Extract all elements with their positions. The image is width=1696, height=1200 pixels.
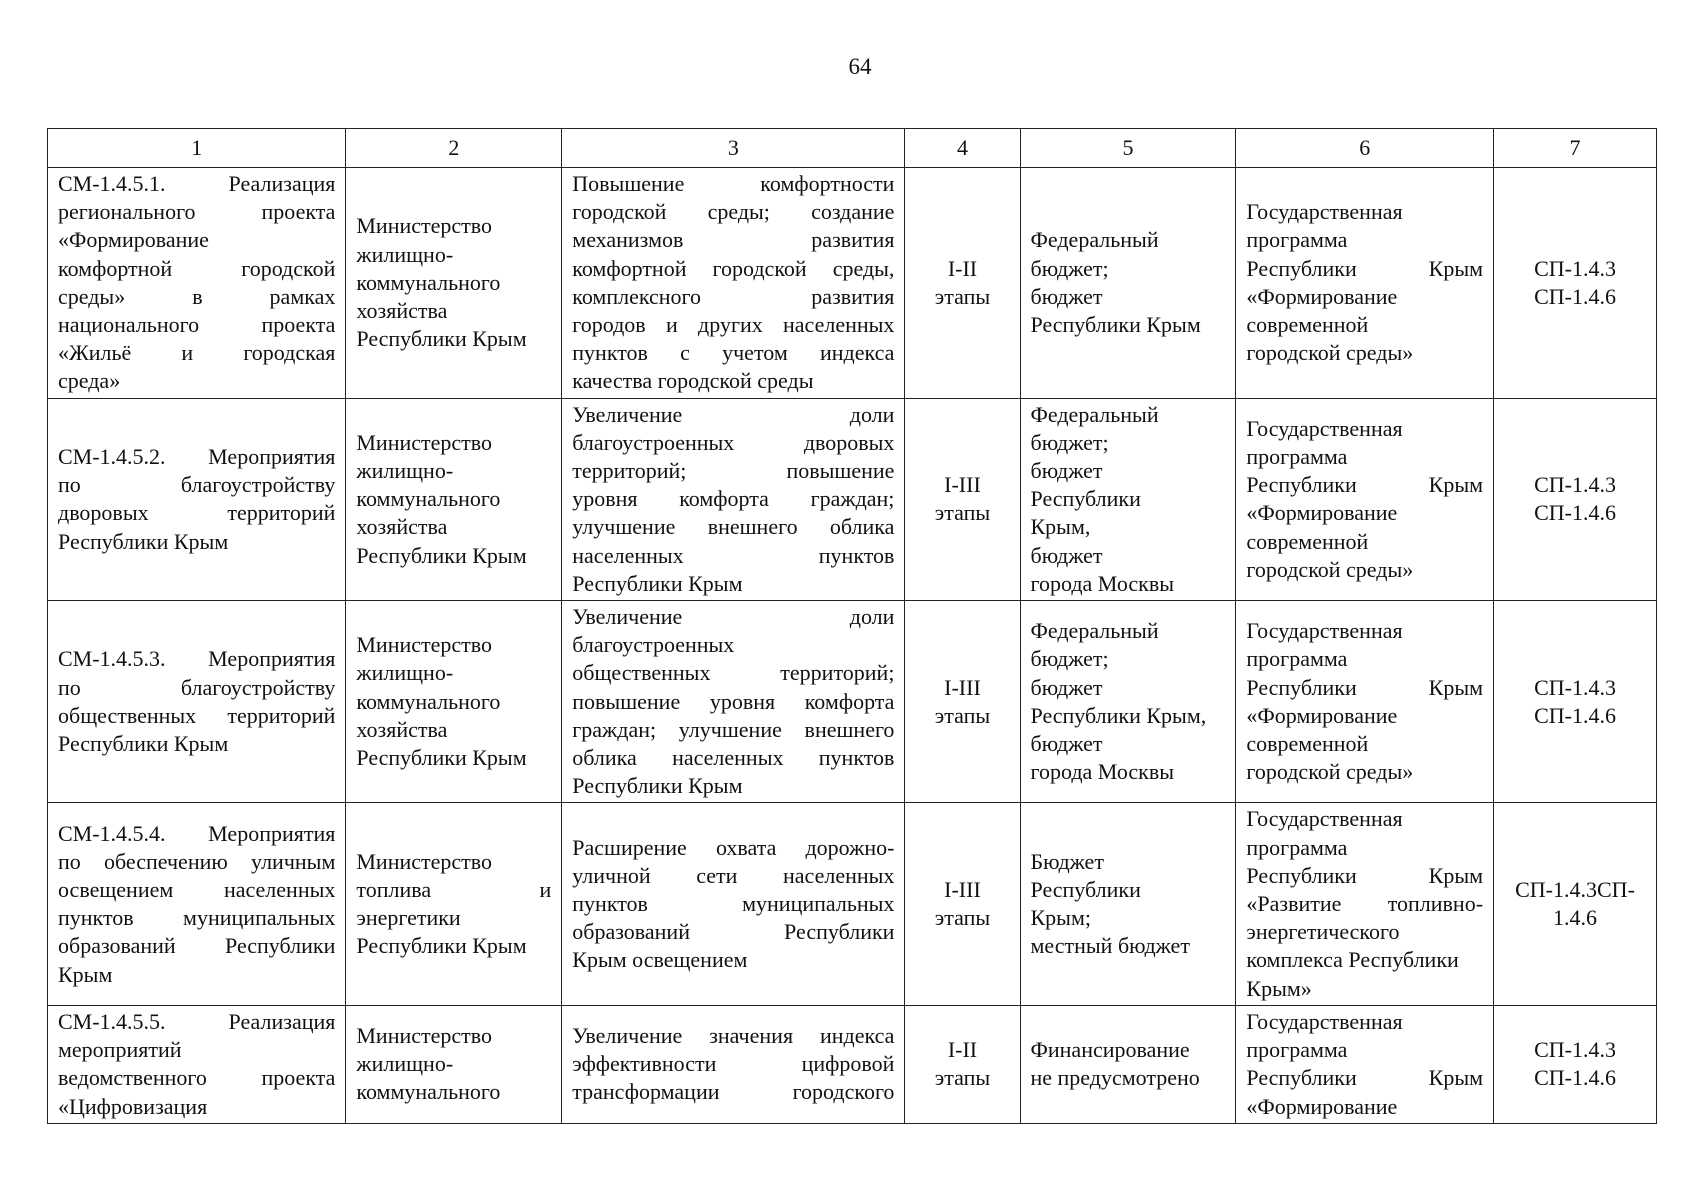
cell-line: Республики Крым [1246, 255, 1484, 281]
cell-line: качества городской среды [572, 368, 814, 394]
cell-line: Увеличение значения индекса [572, 1022, 895, 1048]
cell-line: коммунального [356, 486, 501, 512]
cell-line: программа [1246, 646, 1348, 672]
cell-line: Республики Крым [1246, 862, 1484, 888]
cell-line: «Формирование [1246, 283, 1398, 309]
cell-line: среда» [58, 368, 121, 394]
cell-line: коммунального [356, 688, 501, 714]
cell-line: жилищно- [356, 1051, 454, 1077]
cell-line: СМ-1.4.5.3. Мероприятия [58, 646, 336, 672]
funding-cell [1020, 398, 1236, 600]
column-header-2: 2 [346, 129, 562, 168]
cell-line: бюджет; [1030, 646, 1109, 672]
cell-line: этапы [934, 905, 991, 931]
cell-line: Государственная [1246, 1008, 1403, 1034]
cell-line: СП-1.4.3 [1534, 674, 1616, 700]
cell-line: Государственная [1246, 806, 1403, 832]
stage-cell [905, 601, 1020, 803]
cell-line: бюджет; [1030, 255, 1109, 281]
cell-line: Бюджет [1030, 848, 1104, 874]
measure-name-cell [48, 601, 346, 803]
cell-line: Республики Крым [572, 570, 743, 596]
program-cell [1236, 398, 1494, 600]
column-header-7: 7 [1494, 129, 1657, 168]
measure-name-cell [48, 803, 346, 1005]
cell-line: Министерство [356, 632, 493, 658]
cell-line: хозяйства [356, 514, 448, 540]
cell-line: Увеличение доли [572, 401, 895, 427]
cell-line: Крым [58, 961, 113, 987]
cell-line: регионального проекта [58, 199, 336, 225]
result-cell [562, 398, 905, 600]
cell-line: СП-1.4.3 [1534, 255, 1616, 281]
funding-cell [1020, 601, 1236, 803]
cell-line: повышение уровня комфорта [572, 688, 895, 714]
cell-line: Министерство [356, 213, 493, 239]
cell-line: уличной сети населенных [572, 862, 895, 888]
stage-cell [905, 398, 1020, 600]
cell-line: Республики Крым [1246, 1065, 1484, 1091]
cell-line: по обеспечению уличным [58, 848, 336, 874]
cell-line: Министерство [356, 1022, 493, 1048]
cell-line: «Формирование [1246, 1093, 1398, 1119]
cell-line: СП-1.4.3 [1534, 472, 1616, 498]
cell-line: городской среды; создание [572, 199, 895, 225]
cell-line: не предусмотрено [1030, 1065, 1200, 1091]
cell-line: Республики Крым [356, 326, 527, 352]
column-header-6: 6 [1236, 129, 1494, 168]
funding-cell [1020, 803, 1236, 1005]
cell-line: Республики Крым [58, 730, 229, 756]
cell-line: городской среды» [1246, 759, 1414, 785]
table-row [48, 601, 1657, 803]
cell-line: образований Республики [572, 919, 895, 945]
cell-line: Республики Крым [356, 933, 527, 959]
cell-line: комплексного развития [572, 283, 895, 309]
cell-line: комплекса Республики [1246, 947, 1459, 973]
cell-line: Увеличение доли [572, 604, 895, 630]
result-cell [562, 168, 905, 399]
measure-name-cell [48, 398, 346, 600]
funding-cell [1020, 168, 1236, 399]
cell-line: бюджет [1030, 542, 1103, 568]
cell-line: территорий; повышение [572, 458, 895, 484]
table-row [48, 398, 1657, 600]
code-cell [1494, 803, 1657, 1005]
cell-line: города Москвы [1030, 759, 1174, 785]
cell-line: СМ-1.4.5.2. Мероприятия [58, 443, 336, 469]
cell-line: Республики Крым, [1030, 702, 1207, 728]
cell-line: мероприятий [58, 1037, 182, 1063]
cell-line: пунктов муниципальных [572, 891, 895, 917]
cell-line: I-II [947, 1037, 978, 1063]
cell-line: СМ-1.4.5.1. Реализация [58, 171, 336, 196]
cell-line: Республики Крым [58, 528, 229, 554]
cell-line: этапы [934, 1065, 991, 1091]
cell-line: 1.4.6 [1553, 905, 1598, 931]
cell-line: коммунального [356, 269, 501, 295]
cell-line: СП-1.4.6 [1534, 500, 1616, 526]
cell-line: I-II [947, 255, 978, 281]
cell-line: Республики Крым [356, 745, 527, 771]
cell-line: СП-1.4.6 [1534, 702, 1616, 728]
executor-cell [346, 168, 562, 399]
cell-line: коммунального [356, 1079, 501, 1105]
cell-line: СП-1.4.3СП- [1515, 876, 1635, 902]
program-cell [1236, 803, 1494, 1005]
cell-line: общественных территорий; [572, 660, 895, 686]
cell-line: I-III [944, 472, 981, 498]
cell-line: Республики Крым [1246, 472, 1484, 498]
cell-line: современной [1246, 528, 1369, 554]
executor-cell [346, 1005, 562, 1123]
cell-line: по благоустройству [58, 472, 336, 498]
program-cell [1236, 1005, 1494, 1123]
cell-line: среды» в рамках [58, 283, 336, 309]
cell-line: благоустроенных дворовых [572, 429, 895, 455]
cell-line: бюджет [1030, 283, 1103, 309]
cell-line: комфортной городской [58, 255, 336, 281]
code-cell [1494, 398, 1657, 600]
cell-line: эффективности цифровой [572, 1051, 895, 1077]
cell-line: общественных территорий [58, 702, 336, 728]
cell-line: Республики Крым [572, 773, 743, 799]
code-cell [1494, 168, 1657, 399]
cell-line: бюджет [1030, 458, 1103, 484]
cell-line: Расширение охвата дорожно- [572, 834, 895, 860]
column-header-1: 1 [48, 129, 346, 168]
cell-line: СМ-1.4.5.4. Мероприятия [58, 820, 336, 846]
cell-line: СП-1.4.3 [1534, 1037, 1616, 1063]
cell-line: национального проекта [58, 312, 336, 338]
cell-line: Крым» [1246, 975, 1312, 1001]
cell-line: городской среды» [1246, 340, 1414, 366]
cell-line: этапы [934, 702, 991, 728]
cell-line: благоустроенных [572, 632, 735, 658]
cell-line: Республики Крым [1246, 674, 1484, 700]
funding-cell [1020, 1005, 1236, 1123]
table-row [48, 1005, 1657, 1123]
cell-line: Государственная [1246, 199, 1403, 225]
cell-line: пунктов муниципальных [58, 905, 336, 931]
cell-line: хозяйства [356, 716, 448, 742]
cell-line: I-III [944, 674, 981, 700]
cell-line: дворовых территорий [58, 500, 336, 526]
cell-line: жилищно- [356, 241, 454, 267]
cell-line: городов и других населенных [572, 312, 895, 338]
cell-line: местный бюджет [1030, 933, 1190, 959]
cell-line: современной [1246, 312, 1369, 338]
cell-line: жилищно- [356, 458, 454, 484]
cell-line: образований Республики [58, 933, 336, 959]
measure-name-cell [48, 1005, 346, 1123]
code-cell [1494, 601, 1657, 803]
cell-line: Республики Крым [356, 542, 527, 568]
cell-line: Повышение комфортности [572, 171, 895, 196]
stage-cell [905, 803, 1020, 1005]
cell-line: Государственная [1246, 415, 1403, 441]
page-number: 64 [848, 54, 872, 79]
cell-line: «Цифровизация [58, 1093, 208, 1119]
cell-line: хозяйства [356, 297, 448, 323]
result-cell [562, 601, 905, 803]
table-row [48, 168, 1657, 399]
cell-line: механизмов развития [572, 227, 895, 253]
table-header-row [48, 129, 1657, 168]
cell-line: бюджет [1030, 730, 1103, 756]
measures-table [47, 128, 1657, 1124]
cell-line: программа [1246, 227, 1348, 253]
cell-line: Крым, [1030, 514, 1091, 540]
result-cell [562, 803, 905, 1005]
cell-line: по благоустройству [58, 674, 336, 700]
cell-line: улучшение внешнего облика [572, 514, 895, 540]
cell-line: «Жильё и городская [58, 340, 336, 366]
code-cell [1494, 1005, 1657, 1123]
cell-line: Министерство [356, 848, 493, 874]
cell-line: программа [1246, 834, 1348, 860]
stage-cell [905, 168, 1020, 399]
cell-line: комфортной городской среды, [572, 255, 895, 281]
executor-cell [346, 803, 562, 1005]
cell-line: I-III [944, 876, 981, 902]
cell-line: программа [1246, 443, 1348, 469]
cell-line: программа [1246, 1037, 1348, 1063]
cell-line: Республики [1030, 876, 1141, 902]
cell-line: бюджет; [1030, 429, 1109, 455]
cell-line: городской среды» [1246, 556, 1414, 582]
cell-line: топлива и [356, 876, 552, 902]
cell-line: Федеральный [1030, 227, 1159, 253]
column-header-4: 4 [905, 129, 1020, 168]
column-header-3: 3 [562, 129, 905, 168]
cell-line: современной [1246, 730, 1369, 756]
cell-line: пунктов с учетом индекса [572, 340, 895, 366]
cell-line: города Москвы [1030, 570, 1174, 596]
cell-line: населенных пунктов [572, 542, 895, 568]
cell-line: «Формирование [1246, 500, 1398, 526]
cell-line: Республики Крым [1030, 312, 1201, 338]
cell-line: облика населенных пунктов [572, 745, 895, 771]
cell-line: Государственная [1246, 618, 1403, 644]
cell-line: энергетического [1246, 919, 1400, 945]
cell-line: Крым освещением [572, 947, 748, 973]
cell-line: «Формирование [58, 227, 209, 253]
program-cell [1236, 168, 1494, 399]
column-header-5: 5 [1020, 129, 1236, 168]
table-row [48, 803, 1657, 1005]
cell-line: «Развитие топливно- [1246, 891, 1484, 917]
cell-line: СП-1.4.6 [1534, 283, 1616, 309]
stage-cell [905, 1005, 1020, 1123]
cell-line: Федеральный [1030, 401, 1159, 427]
cell-line: Крым; [1030, 905, 1091, 931]
cell-line: граждан; улучшение внешнего [572, 716, 895, 742]
cell-line: этапы [934, 283, 991, 309]
cell-line: бюджет [1030, 674, 1103, 700]
cell-line: СМ-1.4.5.5. Реализация [58, 1008, 336, 1034]
cell-line: Республики [1030, 486, 1141, 512]
executor-cell [346, 398, 562, 600]
cell-line: Министерство [356, 429, 493, 455]
cell-line: Федеральный [1030, 618, 1159, 644]
cell-line: трансформации городского [572, 1079, 895, 1105]
cell-line: СП-1.4.6 [1534, 1065, 1616, 1091]
program-cell [1236, 601, 1494, 803]
cell-line: уровня комфорта граждан; [572, 486, 895, 512]
cell-line: жилищно- [356, 660, 454, 686]
measure-name-cell [48, 168, 346, 399]
cell-line: Финансирование [1030, 1037, 1190, 1063]
result-cell [562, 1005, 905, 1123]
cell-line: ведомственного проекта [58, 1065, 336, 1091]
cell-line: этапы [934, 500, 991, 526]
cell-line: «Формирование [1246, 702, 1398, 728]
cell-line: энергетики [356, 905, 461, 931]
cell-line: освещением населенных [58, 876, 336, 902]
executor-cell [346, 601, 562, 803]
